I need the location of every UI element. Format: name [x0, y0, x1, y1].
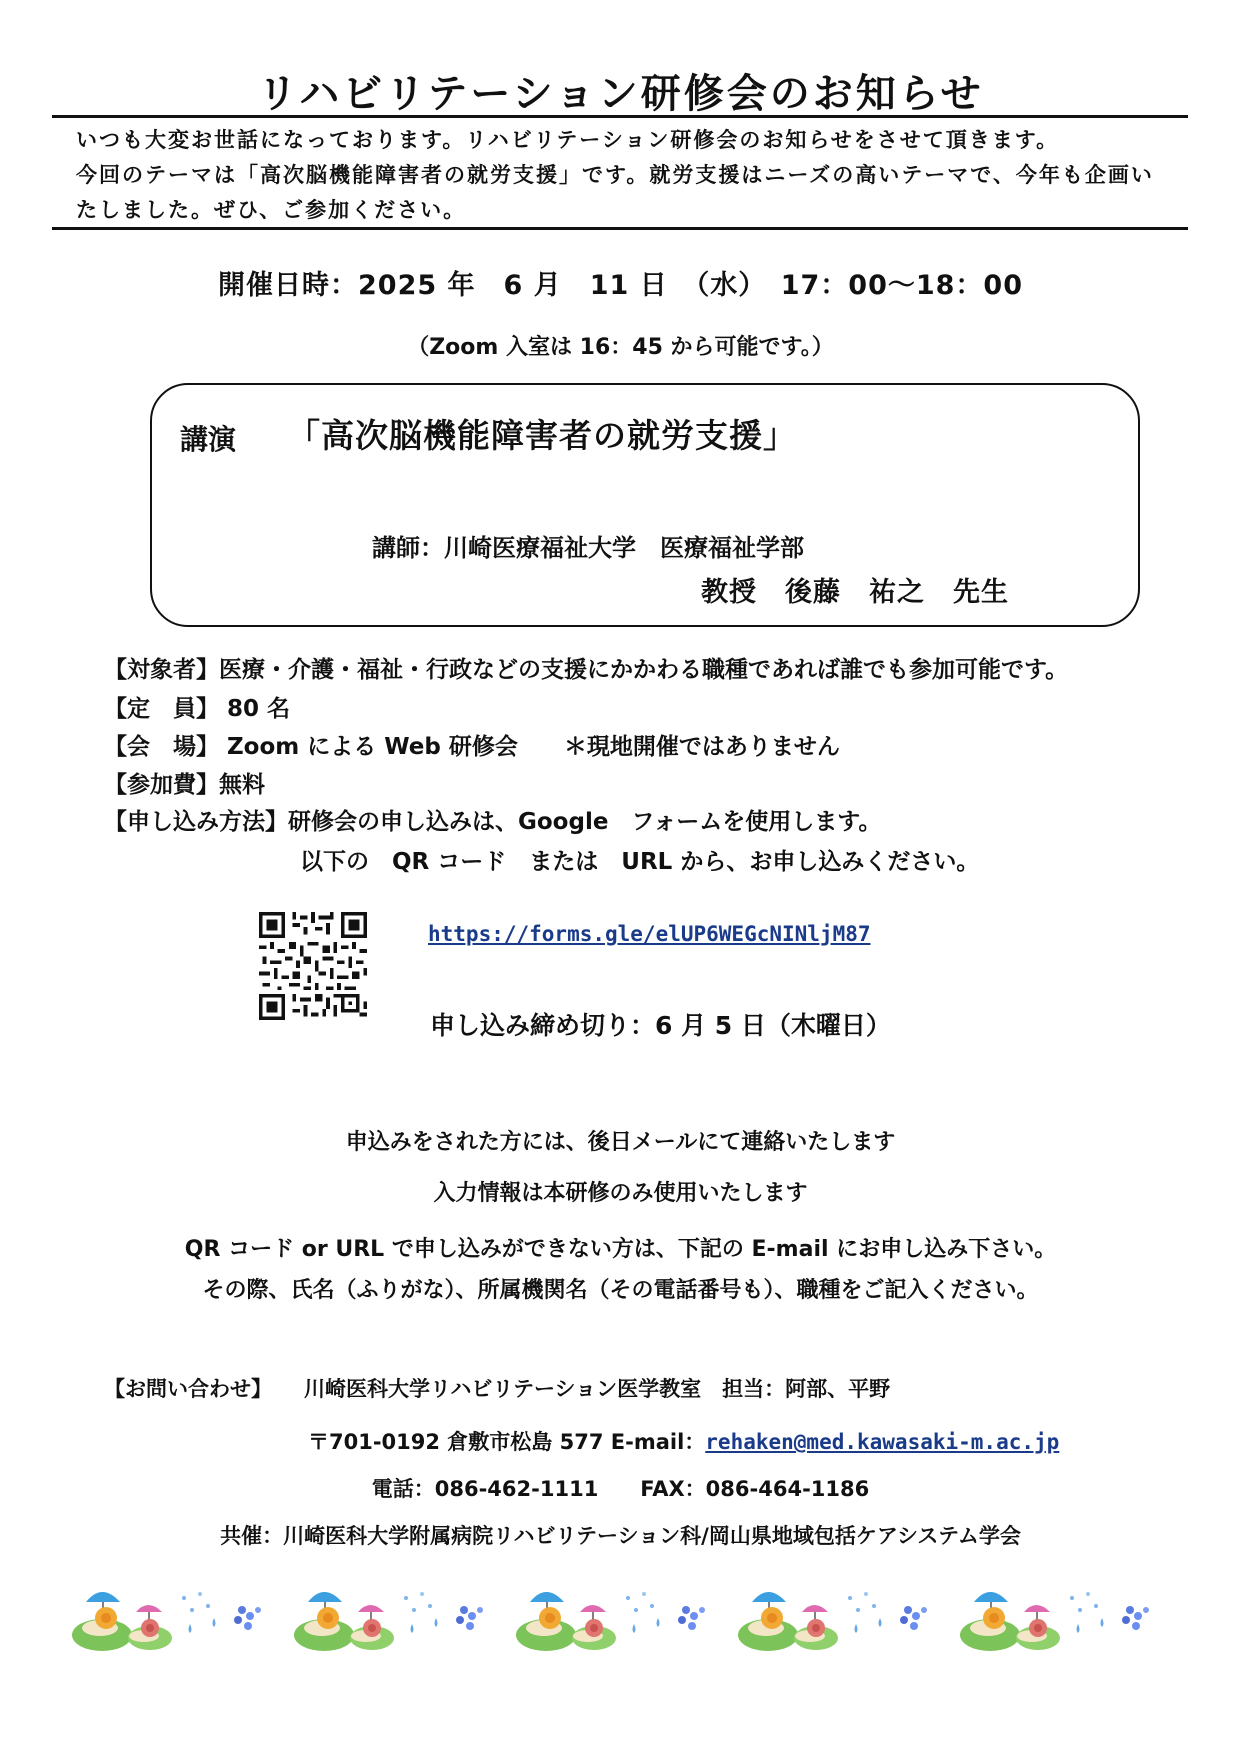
qr-code-icon[interactable]	[259, 912, 367, 1020]
lecture-title: 「高次脳機能障害者の就労支援」	[287, 416, 797, 455]
target-value: 医療・介護・福祉・行政などの支援にかかわる職種であれば誰でも参加可能です。	[219, 657, 1069, 683]
contact-label: 【お問い合わせ】	[104, 1377, 272, 1401]
zoom-note: （Zoom 入室は 16：45 から可能です。）	[407, 335, 834, 360]
top-rule	[52, 115, 1188, 118]
intro-line-1: いつも大変お世話になっております。リハビリテーション研修会のお知らせをさせて頂きます。	[76, 128, 1060, 152]
bottom-rule	[52, 227, 1188, 230]
intro	[76, 123, 1186, 228]
note-line-2: 入力情報は本研修のみ使用いたします	[433, 1181, 808, 1206]
deadline: 申し込み締め切り：6 月 5 日（木曜日）	[430, 1011, 891, 1040]
venue-label: 【会 場】	[104, 734, 219, 760]
contact-email-link[interactable]: rehaken@med.kawasaki-m.ac.jp	[705, 1430, 1060, 1454]
detail-fee	[104, 766, 265, 799]
lecturer-affiliation: 講師：川崎医療福祉大学 医療福祉学部	[372, 534, 804, 562]
fee-label: 【参加費】	[104, 772, 219, 798]
form-url[interactable]: https://forms.gle/elUP6WEGcNINljM87	[428, 922, 871, 946]
snail-umbrella-decoration	[72, 1580, 1182, 1660]
page-title: リハビリテーション研修会のお知らせ	[257, 71, 984, 117]
detail-capacity	[104, 690, 290, 723]
contact-address: 〒701-0192 倉敷市松島 577 E-mail：	[308, 1430, 706, 1454]
capacity-label: 【定 員】	[104, 696, 219, 722]
lecturer-name: 教授 後藤 祐之 先生	[701, 577, 1009, 608]
detail-target	[104, 651, 1068, 684]
contact-phone: 電話：086-462-1111 FAX：086-464-1186	[371, 1477, 870, 1501]
venue-value: Zoom による Web 研修会 ＊現地開催ではありません	[227, 734, 840, 760]
intro-line-2: 今回のテーマは「高次脳機能障害者の就労支援」です。就労支援はニーズの高いテーマで、今年も企画い	[76, 163, 1154, 187]
detail-venue	[104, 728, 840, 761]
note-line-4: その際、氏名（ふりがな）、所属機関名（その電話番号も）、職種をご記入ください。	[202, 1278, 1039, 1303]
capacity-value: 80 名	[227, 696, 291, 722]
target-label: 【対象者】	[104, 657, 219, 683]
form-link[interactable]	[428, 922, 871, 946]
apply-label: 【申し込み方法】	[104, 809, 288, 835]
lecture-label: 講演	[180, 423, 237, 456]
note-line-3: QR コード or URL で申し込みができない方は、下記の E-mail にお申し込み下さい。	[184, 1237, 1057, 1262]
contact-org: 川崎医科大学リハビリテーション医学教室 担当：阿部、平野	[304, 1377, 891, 1401]
contact-org-line	[104, 1373, 890, 1403]
note-line-1: 申込みをされた方には、後日メールにて連絡いたします	[345, 1130, 896, 1155]
intro-line-3: たしました。ぜひ、ご参加ください。	[76, 198, 467, 222]
contact-address-line	[308, 1426, 1059, 1456]
event-date: 開催日時：2025 年 6 月 11 日 （水） 17：00～18：00	[218, 270, 1023, 301]
cohost: 共催：川崎医科大学附属病院リハビリテーション科/岡山県地域包括ケアシステム学会	[220, 1524, 1021, 1548]
apply-value: 研修会の申し込みは、Google フォームを使用します。	[288, 809, 882, 835]
fee-value: 無料	[219, 772, 265, 798]
detail-apply	[104, 803, 881, 836]
apply-instructions: 以下の QR コード または URL から、お申し込みください。	[300, 849, 980, 875]
